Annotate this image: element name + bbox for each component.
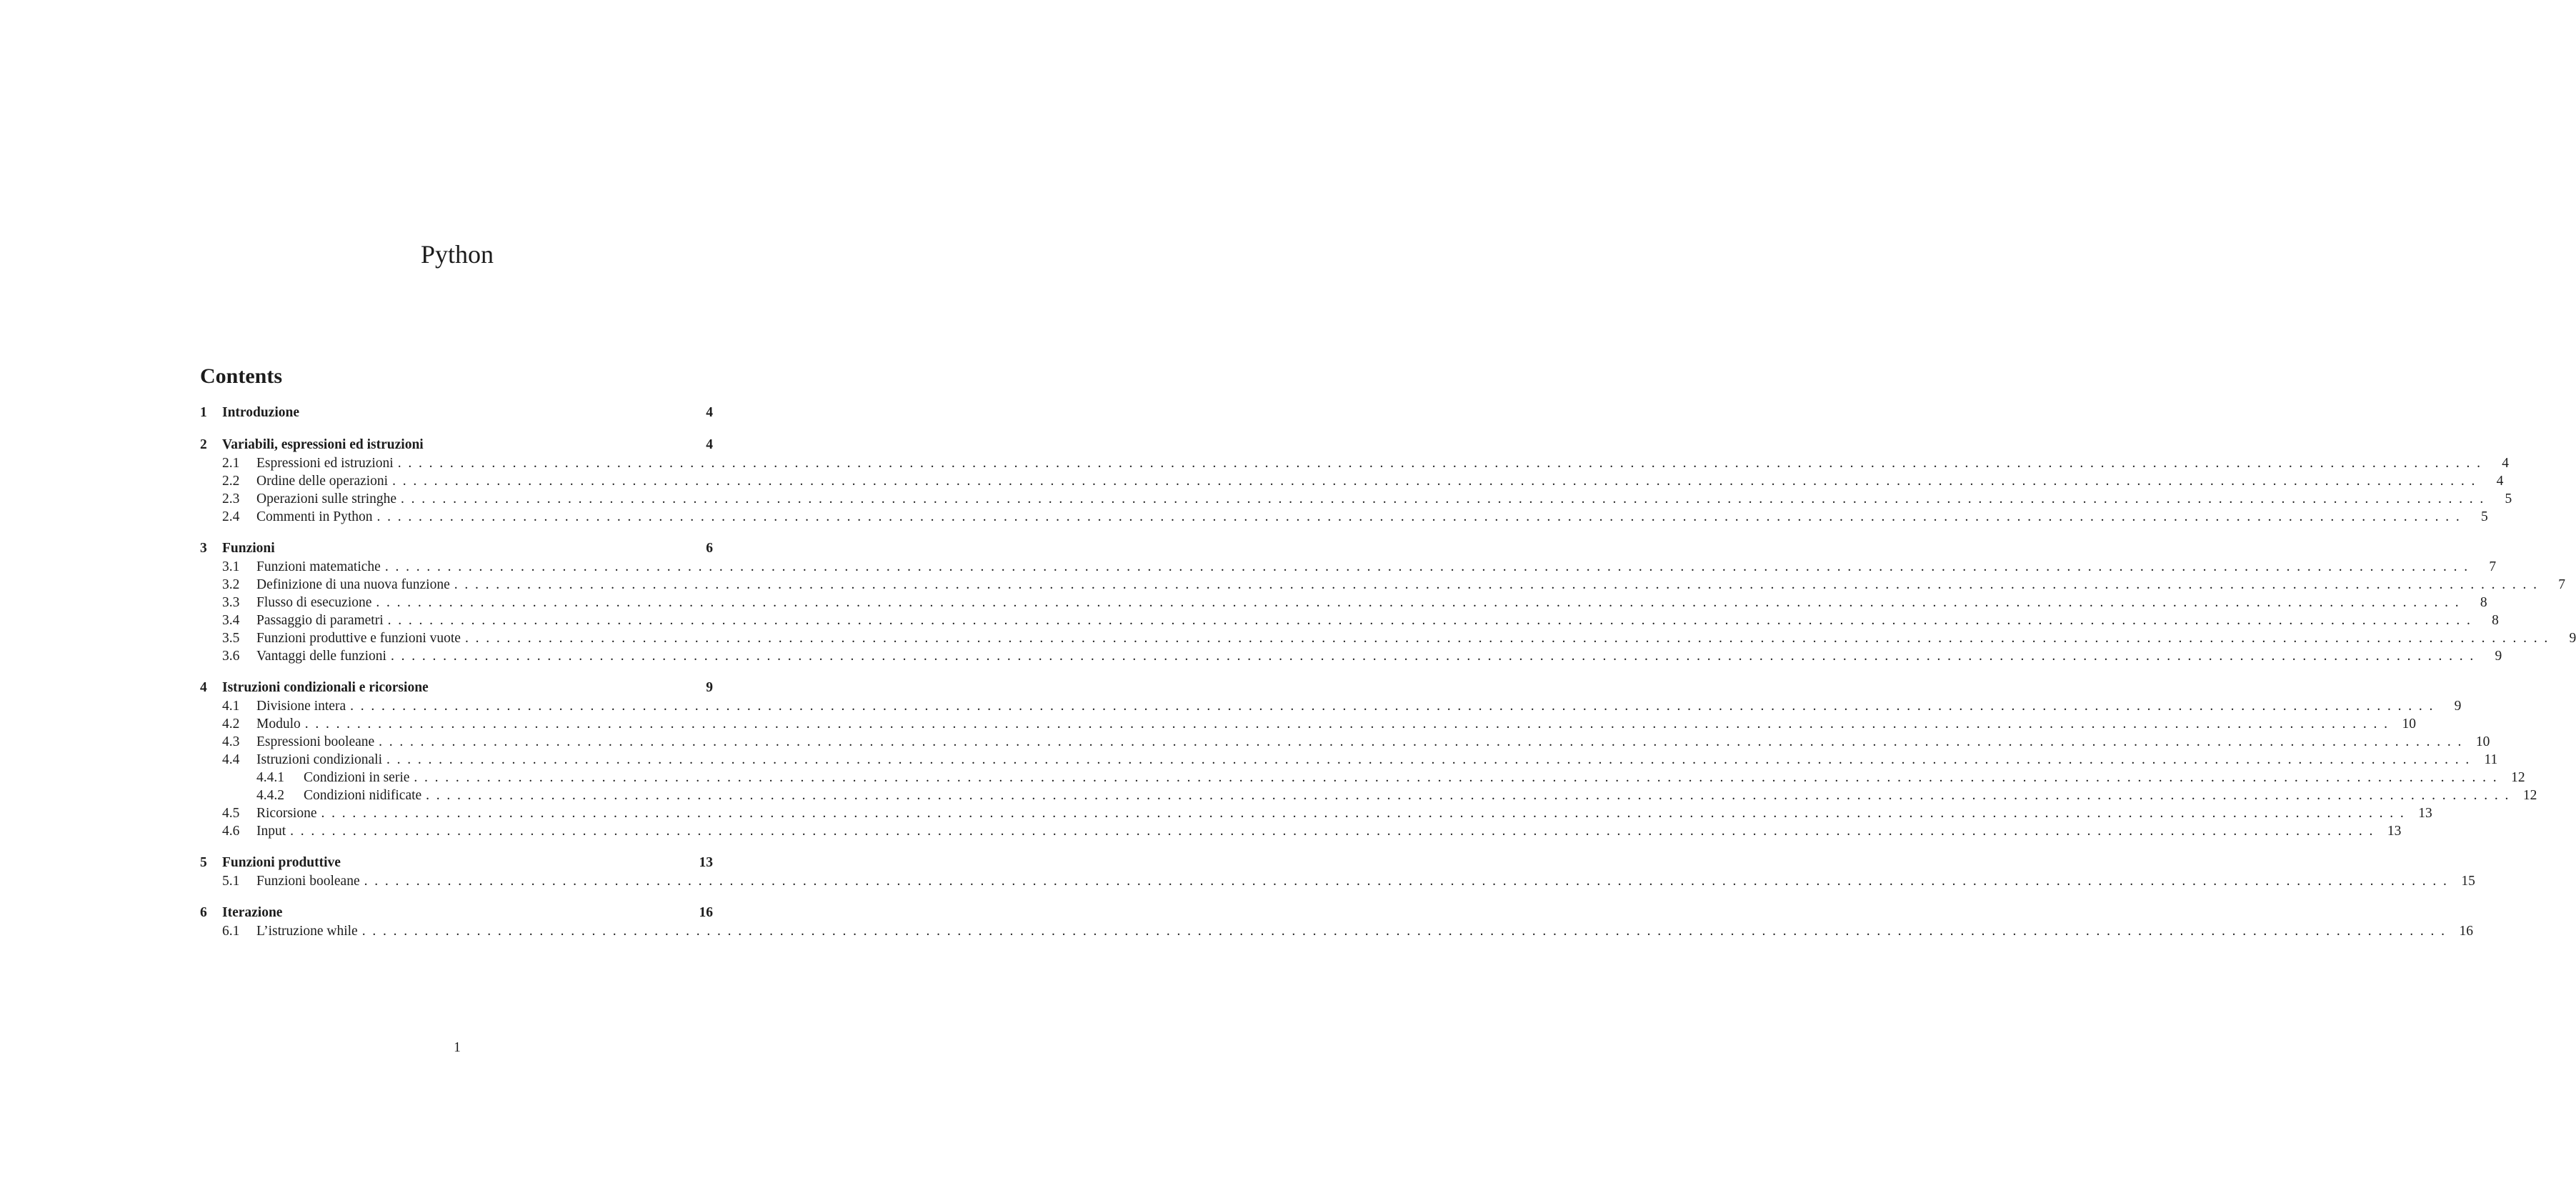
toc-dot-leader: . . . . . . . . . . . . . . . . . . . . . . . . . . . . . . . . . . . . . . . . . . . . . . . . . . . . . . . . . . . . . . . . . . . . . . . . . . . . . . . . . . . . . . . . . . . . . . . . . . . . . . . . . . . . . . . . . . . . . . . . . . . . . . . . . . . . . . . . . . . . . . . . . . . . . . . . . . . . . . . . . . . . . . . . . . . . . . . . . . . . . . . . . . . . . . . . . . . . . . . . <box>392 474 2475 489</box>
toc-section-block <box>200 436 2512 526</box>
toc-dot-leader: . . . . . . . . . . . . . . . . . . . . . . . . . . . . . . . . . . . . . . . . . . . . . . . . . . . . . . . . . . . . . . . . . . . . . . . . . . . . . . . . . . . . . . . . . . . . . . . . . . . . . . . . . . . . . . . . . . . . . . . . . . . . . . . . . . . . . . . . . . . . . . . . . . . . . . . . . . . . . . . . . . . . . . . . . . . . . . . . . . . . . . . . . . . . . . . . . . . . . . . . <box>387 613 2470 628</box>
toc-section[interactable] <box>200 436 713 454</box>
toc-entry-page: 4 <box>2496 474 2504 489</box>
toc-entry-page: 9 <box>2569 631 2576 646</box>
toc-section[interactable] <box>200 904 713 922</box>
toc-entry-number: 2.3 <box>222 491 240 506</box>
toc-entry-number: 4.4 <box>222 752 240 767</box>
toc-entry-page: 10 <box>2402 717 2417 732</box>
toc-subsection[interactable] <box>200 576 2565 594</box>
toc-entry-page: 4 <box>706 437 713 452</box>
toc-subsection[interactable] <box>200 490 2512 508</box>
toc-entry-page: 4 <box>2502 456 2509 471</box>
toc-subsection[interactable] <box>200 647 2502 665</box>
toc-section-block <box>200 904 2473 940</box>
toc-entry-number: 3.6 <box>222 649 240 664</box>
toc-entry-label[interactable]: Divisione intera <box>256 697 350 715</box>
toc-dot-leader: . . . . . . . . . . . . . . . . . . . . . . . . . . . . . . . . . . . . . . . . . . . . . . . . . . . . . . . . . . . . . . . . . . . . . . . . . . . . . . . . . . . . . . . . . . . . . . . . . . . . . . . . . . . . . . . . . . . . . . . . . . . . . . . . . . . . . . . . . . . . . . . . . . . . . . . . . . . . . . . . . . . . . . . . . . . . . . . . . . . . . . . . . . . . . . . . . . . . . . . . <box>376 509 2460 524</box>
toc-entry-number: 4 <box>200 680 207 695</box>
toc-entry-label[interactable]: Operazioni sulle stringhe <box>256 490 401 508</box>
toc-entry-label[interactable]: Input <box>256 822 290 840</box>
toc-entry-page: 12 <box>2522 788 2537 803</box>
toc-subsection[interactable] <box>200 922 2473 940</box>
toc-entry-page: 9 <box>2495 649 2502 664</box>
toc-dot-leader: . . . . . . . . . . . . . . . . . . . . . . . . . . . . . . . . . . . . . . . . . . . . . . . . . . . . . . . . . . . . . . . . . . . . . . . . . . . . . . . . . . . . . . . . . . . . . . . . . . . . . . . . . . . . . . . . . . . . . . . . . . . . . . . . . . . . . . . . . . . . . . . . . . . . . . . . . . . . . . . . . . . . . . . . . . . . . . . . . . . . . . . . . . . . . . . . . . . . . . . . <box>364 874 2447 889</box>
toc-dot-leader: . . . . . . . . . . . . . . . . . . . . . . . . . . . . . . . . . . . . . . . . . . . . . . . . . . . . . . . . . . . . . . . . . . . . . . . . . . . . . . . . . . . . . . . . . . . . . . . . . . . . . . . . . . . . . . . . . . . . . . . . . . . . . . . . . . . . . . . . . . . . . . . . . . . . . . . . . . . . . . . . . . . . . . . . . . . . . . . . . . . . . . . . . . . . . . . . . . . . . . . . <box>304 717 2388 732</box>
toc-entry-number: 3.2 <box>222 577 240 592</box>
toc-entry-label[interactable]: Introduzione <box>222 404 304 422</box>
toc-entry-page: 8 <box>2492 613 2499 628</box>
toc-heading: Contents <box>200 364 283 388</box>
toc-entry-number: 2.1 <box>222 456 240 471</box>
toc-dot-leader: . . . . . . . . . . . . . . . . . . . . . . . . . . . . . . . . . . . . . . . . . . . . . . . . . . . . . . . . . . . . . . . . . . . . . . . . . . . . . . . . . . . . . . . . . . . . . . . . . . . . . . . . . . . . . . . . . . . . . . . . . . . . . . . . . . . . . . . . . . . . . . . . . . . . . . . . . . . . . . . . . . . . . . . . . . . . . . . . . . . . . . . . . . . . . . . . . . . . . . . . <box>454 577 2537 592</box>
toc-entry-label[interactable]: Iterazione <box>222 904 286 922</box>
toc-entry-page: 11 <box>2484 752 2498 767</box>
toc-subsection[interactable] <box>200 508 2488 526</box>
table-of-contents <box>200 404 2576 954</box>
toc-dot-leader: . . . . . . . . . . . . . . . . . . . . . . . . . . . . . . . . . . . . . . . . . . . . . . . . . . . . . . . . . . . . . . . . . . . . . . . . . . . . . . . . . . . . . . . . . . . . . . . . . . . . . . . . . . . . . . . . . . . . . . . . . . . . . . . . . . . . . . . . . . . . . . . . . . . . . . . . . . . . . . . . . . . . . . . . . . . . . . . . . . . . . . . . . . . . . . . . . . . . . . . . <box>321 806 2404 821</box>
toc-entry-number: 2 <box>200 437 207 452</box>
toc-dot-leader: . . . . . . . . . . . . . . . . . . . . . . . . . . . . . . . . . . . . . . . . . . . . . . . . . . . . . . . . . . . . . . . . . . . . . . . . . . . . . . . . . . . . . . . . . . . . . . . . . . . . . . . . . . . . . . . . . . . . . . . . . . . . . . . . . . . . . . . . . . . . . . . . . . . . . . . . . . . . . . . . . . . . . . . . . . . . . . . . . . . . . . . . . . . . . . . . . . . . . . . . <box>376 595 2459 610</box>
toc-entry-label[interactable]: Passaggio di parametri <box>256 612 388 629</box>
toc-entry-page: 9 <box>706 680 713 695</box>
toc-entry-label[interactable]: Funzioni produttive e funzioni vuote <box>256 629 465 647</box>
toc-subsubsection[interactable] <box>200 787 2537 804</box>
toc-entry-page: 13 <box>2418 806 2432 821</box>
toc-subsection[interactable] <box>200 558 2497 576</box>
toc-subsection[interactable] <box>200 751 2498 769</box>
toc-dot-leader: . . . . . . . . . . . . . . . . . . . . . . . . . . . . . . . . . . . . . . . . . . . . . . . . . . . . . . . . . . . . . . . . . . . . . . . . . . . . . . . . . . . . . . . . . . . . . . . . . . . . . . . . . . . . . . . . . . . . . . . . . . . . . . . . . . . . . . . . . . . . . . . . . . . . . . . . . . . . . . . . . . . . . . . . . . . . . . . . . . . . . . . . . . . . . . . . . . . . . . . . <box>361 924 2445 939</box>
toc-entry-page: 5 <box>2481 509 2488 524</box>
toc-dot-leader: . . . . . . . . . . . . . . . . . . . . . . . . . . . . . . . . . . . . . . . . . . . . . . . . . . . . . . . . . . . . . . . . . . . . . . . . . . . . . . . . . . . . . . . . . . . . . . . . . . . . . . . . . . . . . . . . . . . . . . . . . . . . . . . . . . . . . . . . . . . . . . . . . . . . . . . . . . . . . . . . . . . . . . . . . . . . . . . . . . . . . . . . . . . . . . . . . . . . . . . . <box>464 631 2548 646</box>
toc-entry-number: 6.1 <box>222 924 240 939</box>
toc-entry-label[interactable]: Vantaggi delle funzioni <box>256 647 391 665</box>
toc-entry-number: 6 <box>200 905 207 920</box>
toc-entry-page: 13 <box>699 855 713 870</box>
toc-subsection[interactable] <box>200 872 2475 890</box>
toc-entry-label[interactable]: Variabili, espressioni ed istruzioni <box>222 436 428 454</box>
toc-dot-leader: . . . . . . . . . . . . . . . . . . . . . . . . . . . . . . . . . . . . . . . . . . . . . . . . . . . . . . . . . . . . . . . . . . . . . . . . . . . . . . . . . . . . . . . . . . . . . . . . . . . . . . . . . . . . . . . . . . . . . . . . . . . . . . . . . . . . . . . . . . . . . . . . . . . . . . . . . . . . . . . . . . . . . . . . . . . . . . . . . . . . . . . . . . . . . . . . . . . . . . . . <box>379 734 2462 749</box>
toc-entry-label[interactable]: Istruzioni condizionali e ricorsione <box>222 679 433 697</box>
toc-entry-label[interactable]: Ricorsione <box>256 804 321 822</box>
toc-subsection[interactable] <box>200 612 2499 629</box>
toc-subsection[interactable] <box>200 804 2432 822</box>
toc-dot-leader: . . . . . . . . . . . . . . . . . . . . . . . . . . . . . . . . . . . . . . . . . . . . . . . . . . . . . . . . . . . . . . . . . . . . . . . . . . . . . . . . . . . . . . . . . . . . . . . . . . . . . . . . . . . . . . . . . . . . . . . . . . . . . . . . . . . . . . . . . . . . . . . . . . . . . . . . . . . . . . . . . . . . . . . . . . . . . . . . . . . . . . . . . . . . . . . . . . . . . . . . <box>386 752 2470 767</box>
toc-entry-label[interactable]: Condizioni nidificate <box>304 787 426 804</box>
toc-dot-leader: . . . . . . . . . . . . . . . . . . . . . . . . . . . . . . . . . . . . . . . . . . . . . . . . . . . . . . . . . . . . . . . . . . . . . . . . . . . . . . . . . . . . . . . . . . . . . . . . . . . . . . . . . . . . . . . . . . . . . . . . . . . . . . . . . . . . . . . . . . . . . . . . . . . . . . . . . . . . . . . . . . . . . . . . . . . . . . . . . . . . . . . . . . . . . . . . . . . . . . . . <box>397 456 2480 471</box>
toc-entry-page: 16 <box>699 905 713 920</box>
toc-entry-page: 7 <box>2558 577 2565 592</box>
toc-subsection[interactable] <box>200 822 2402 840</box>
toc-section-block <box>200 404 713 422</box>
toc-entry-label[interactable]: Definizione di una nuova funzione <box>256 576 454 594</box>
toc-entry-label[interactable]: Condizioni in serie <box>304 769 414 787</box>
toc-entry-label[interactable]: Istruzioni condizionali <box>256 751 386 769</box>
toc-entry-number: 4.1 <box>222 699 240 714</box>
toc-entry-label[interactable]: Commenti in Python <box>256 508 377 526</box>
toc-dot-leader: . . . . . . . . . . . . . . . . . . . . . . . . . . . . . . . . . . . . . . . . . . . . . . . . . . . . . . . . . . . . . . . . . . . . . . . . . . . . . . . . . . . . . . . . . . . . . . . . . . . . . . . . . . . . . . . . . . . . . . . . . . . . . . . . . . . . . . . . . . . . . . . . . . . . . . . . . . . . . . . . . . . . . . . . . . . . . . . . . . . . . . . . . . . . . . . . . . . . . . . . <box>290 824 2373 839</box>
toc-entry-number: 4.4.1 <box>256 770 284 785</box>
toc-entry-number: 1 <box>200 405 207 420</box>
toc-entry-label[interactable]: Funzioni <box>222 539 279 558</box>
toc-subsection[interactable] <box>200 715 2417 733</box>
toc-section[interactable] <box>200 854 713 872</box>
toc-entry-page: 9 <box>2454 699 2462 714</box>
toc-entry-label[interactable]: Flusso di esecuzione <box>256 594 376 612</box>
toc-subsection[interactable] <box>200 733 2490 751</box>
toc-entry-number: 2.4 <box>222 509 240 524</box>
toc-entry-number: 3.1 <box>222 559 240 574</box>
toc-dot-leader: . . . . . . . . . . . . . . . . . . . . . . . . . . . . . . . . . . . . . . . . . . . . . . . . . . . . . . . . . . . . . . . . . . . . . . . . . . . . . . . . . . . . . . . . . . . . . . . . . . . . . . . . . . . . . . . . . . . . . . . . . . . . . . . . . . . . . . . . . . . . . . . . . . . . . . . . . . . . . . . . . . . . . . . . . . . . . . . . . . . . . . . . . . . . . . . . . . . . . . . . <box>401 491 2484 506</box>
toc-subsection[interactable] <box>200 472 2504 490</box>
toc-dot-leader: . . . . . . . . . . . . . . . . . . . . . . . . . . . . . . . . . . . . . . . . . . . . . . . . . . . . . . . . . . . . . . . . . . . . . . . . . . . . . . . . . . . . . . . . . . . . . . . . . . . . . . . . . . . . . . . . . . . . . . . . . . . . . . . . . . . . . . . . . . . . . . . . . . . . . . . . . . . . . . . . . . . . . . . . . . . . . . . . . . . . . . . . . . . . . . . . . . . . . . . . <box>384 559 2468 574</box>
toc-entry-number: 4.3 <box>222 734 240 749</box>
toc-dot-leader: . . . . . . . . . . . . . . . . . . . . . . . . . . . . . . . . . . . . . . . . . . . . . . . . . . . . . . . . . . . . . . . . . . . . . . . . . . . . . . . . . . . . . . . . . . . . . . . . . . . . . . . . . . . . . . . . . . . . . . . . . . . . . . . . . . . . . . . . . . . . . . . . . . . . . . . . . . . . . . . . . . . . . . . . . . . . . . . . . . . . . . . . . . . . . . . . . . . . . . . . <box>426 788 2509 803</box>
toc-entry-number: 2.2 <box>222 474 240 489</box>
toc-dot-leader: . . . . . . . . . . . . . . . . . . . . . . . . . . . . . . . . . . . . . . . . . . . . . . . . . . . . . . . . . . . . . . . . . . . . . . . . . . . . . . . . . . . . . . . . . . . . . . . . . . . . . . . . . . . . . . . . . . . . . . . . . . . . . . . . . . . . . . . . . . . . . . . . . . . . . . . . . . . . . . . . . . . . . . . . . . . . . . . . . . . . . . . . . . . . . . . . . . . . . . . . <box>350 699 2433 714</box>
toc-entry-number: 4.2 <box>222 717 240 732</box>
toc-entry-number: 3.4 <box>222 613 240 628</box>
toc-entry-number: 5 <box>200 855 207 870</box>
toc-dot-leader: . . . . . . . . . . . . . . . . . . . . . . . . . . . . . . . . . . . . . . . . . . . . . . . . . . . . . . . . . . . . . . . . . . . . . . . . . . . . . . . . . . . . . . . . . . . . . . . . . . . . . . . . . . . . . . . . . . . . . . . . . . . . . . . . . . . . . . . . . . . . . . . . . . . . . . . . . . . . . . . . . . . . . . . . . . . . . . . . . . . . . . . . . . . . . . . . . . . . . . . . <box>414 770 2497 785</box>
toc-entry-page: 16 <box>2459 924 2473 939</box>
toc-entry-number: 3.3 <box>222 595 240 610</box>
toc-entry-page: 8 <box>2480 595 2487 610</box>
toc-entry-number: 5.1 <box>222 874 240 889</box>
toc-entry-page: 12 <box>2511 770 2525 785</box>
toc-section-block <box>200 679 2537 840</box>
toc-entry-number: 4.4.2 <box>256 788 284 803</box>
toc-subsection[interactable] <box>200 454 2509 472</box>
toc-entry-page: 7 <box>2489 559 2497 574</box>
toc-section-block <box>200 539 2576 665</box>
toc-entry-label[interactable]: Espressioni ed istruzioni <box>256 454 398 472</box>
toc-entry-label[interactable]: Ordine delle operazioni <box>256 472 392 490</box>
toc-entry-page: 5 <box>2505 491 2512 506</box>
toc-entry-label[interactable]: Funzioni booleane <box>256 872 364 890</box>
toc-section[interactable] <box>200 679 713 697</box>
toc-entry-number: 4.5 <box>222 806 240 821</box>
toc-entry-page: 13 <box>2387 824 2402 839</box>
toc-entry-label[interactable]: L’istruzione while <box>256 922 362 940</box>
toc-entry-number: 3 <box>200 541 207 556</box>
toc-section[interactable] <box>200 404 713 422</box>
toc-subsection[interactable] <box>200 629 2576 647</box>
toc-entry-page: 10 <box>2475 734 2490 749</box>
toc-entry-label[interactable]: Funzioni produttive <box>222 854 345 872</box>
toc-subsection[interactable] <box>200 697 2462 715</box>
toc-subsection[interactable] <box>200 594 2487 612</box>
toc-section[interactable] <box>200 539 713 558</box>
toc-entry-page: 15 <box>2461 874 2475 889</box>
page-number: 1 <box>454 1040 461 1055</box>
toc-entry-page: 6 <box>706 541 713 556</box>
toc-entry-label[interactable]: Modulo <box>256 715 305 733</box>
toc-entry-number: 4.6 <box>222 824 240 839</box>
toc-entry-label[interactable]: Espressioni booleane <box>256 733 379 751</box>
document-title: Python <box>420 240 494 269</box>
toc-subsubsection[interactable] <box>200 769 2525 787</box>
toc-entry-page: 4 <box>706 405 713 420</box>
toc-section-block <box>200 854 2475 890</box>
toc-dot-leader: . . . . . . . . . . . . . . . . . . . . . . . . . . . . . . . . . . . . . . . . . . . . . . . . . . . . . . . . . . . . . . . . . . . . . . . . . . . . . . . . . . . . . . . . . . . . . . . . . . . . . . . . . . . . . . . . . . . . . . . . . . . . . . . . . . . . . . . . . . . . . . . . . . . . . . . . . . . . . . . . . . . . . . . . . . . . . . . . . . . . . . . . . . . . . . . . . . . . . . . . <box>390 649 2474 664</box>
toc-entry-label[interactable]: Funzioni matematiche <box>256 558 385 576</box>
toc-entry-number: 3.5 <box>222 631 240 646</box>
